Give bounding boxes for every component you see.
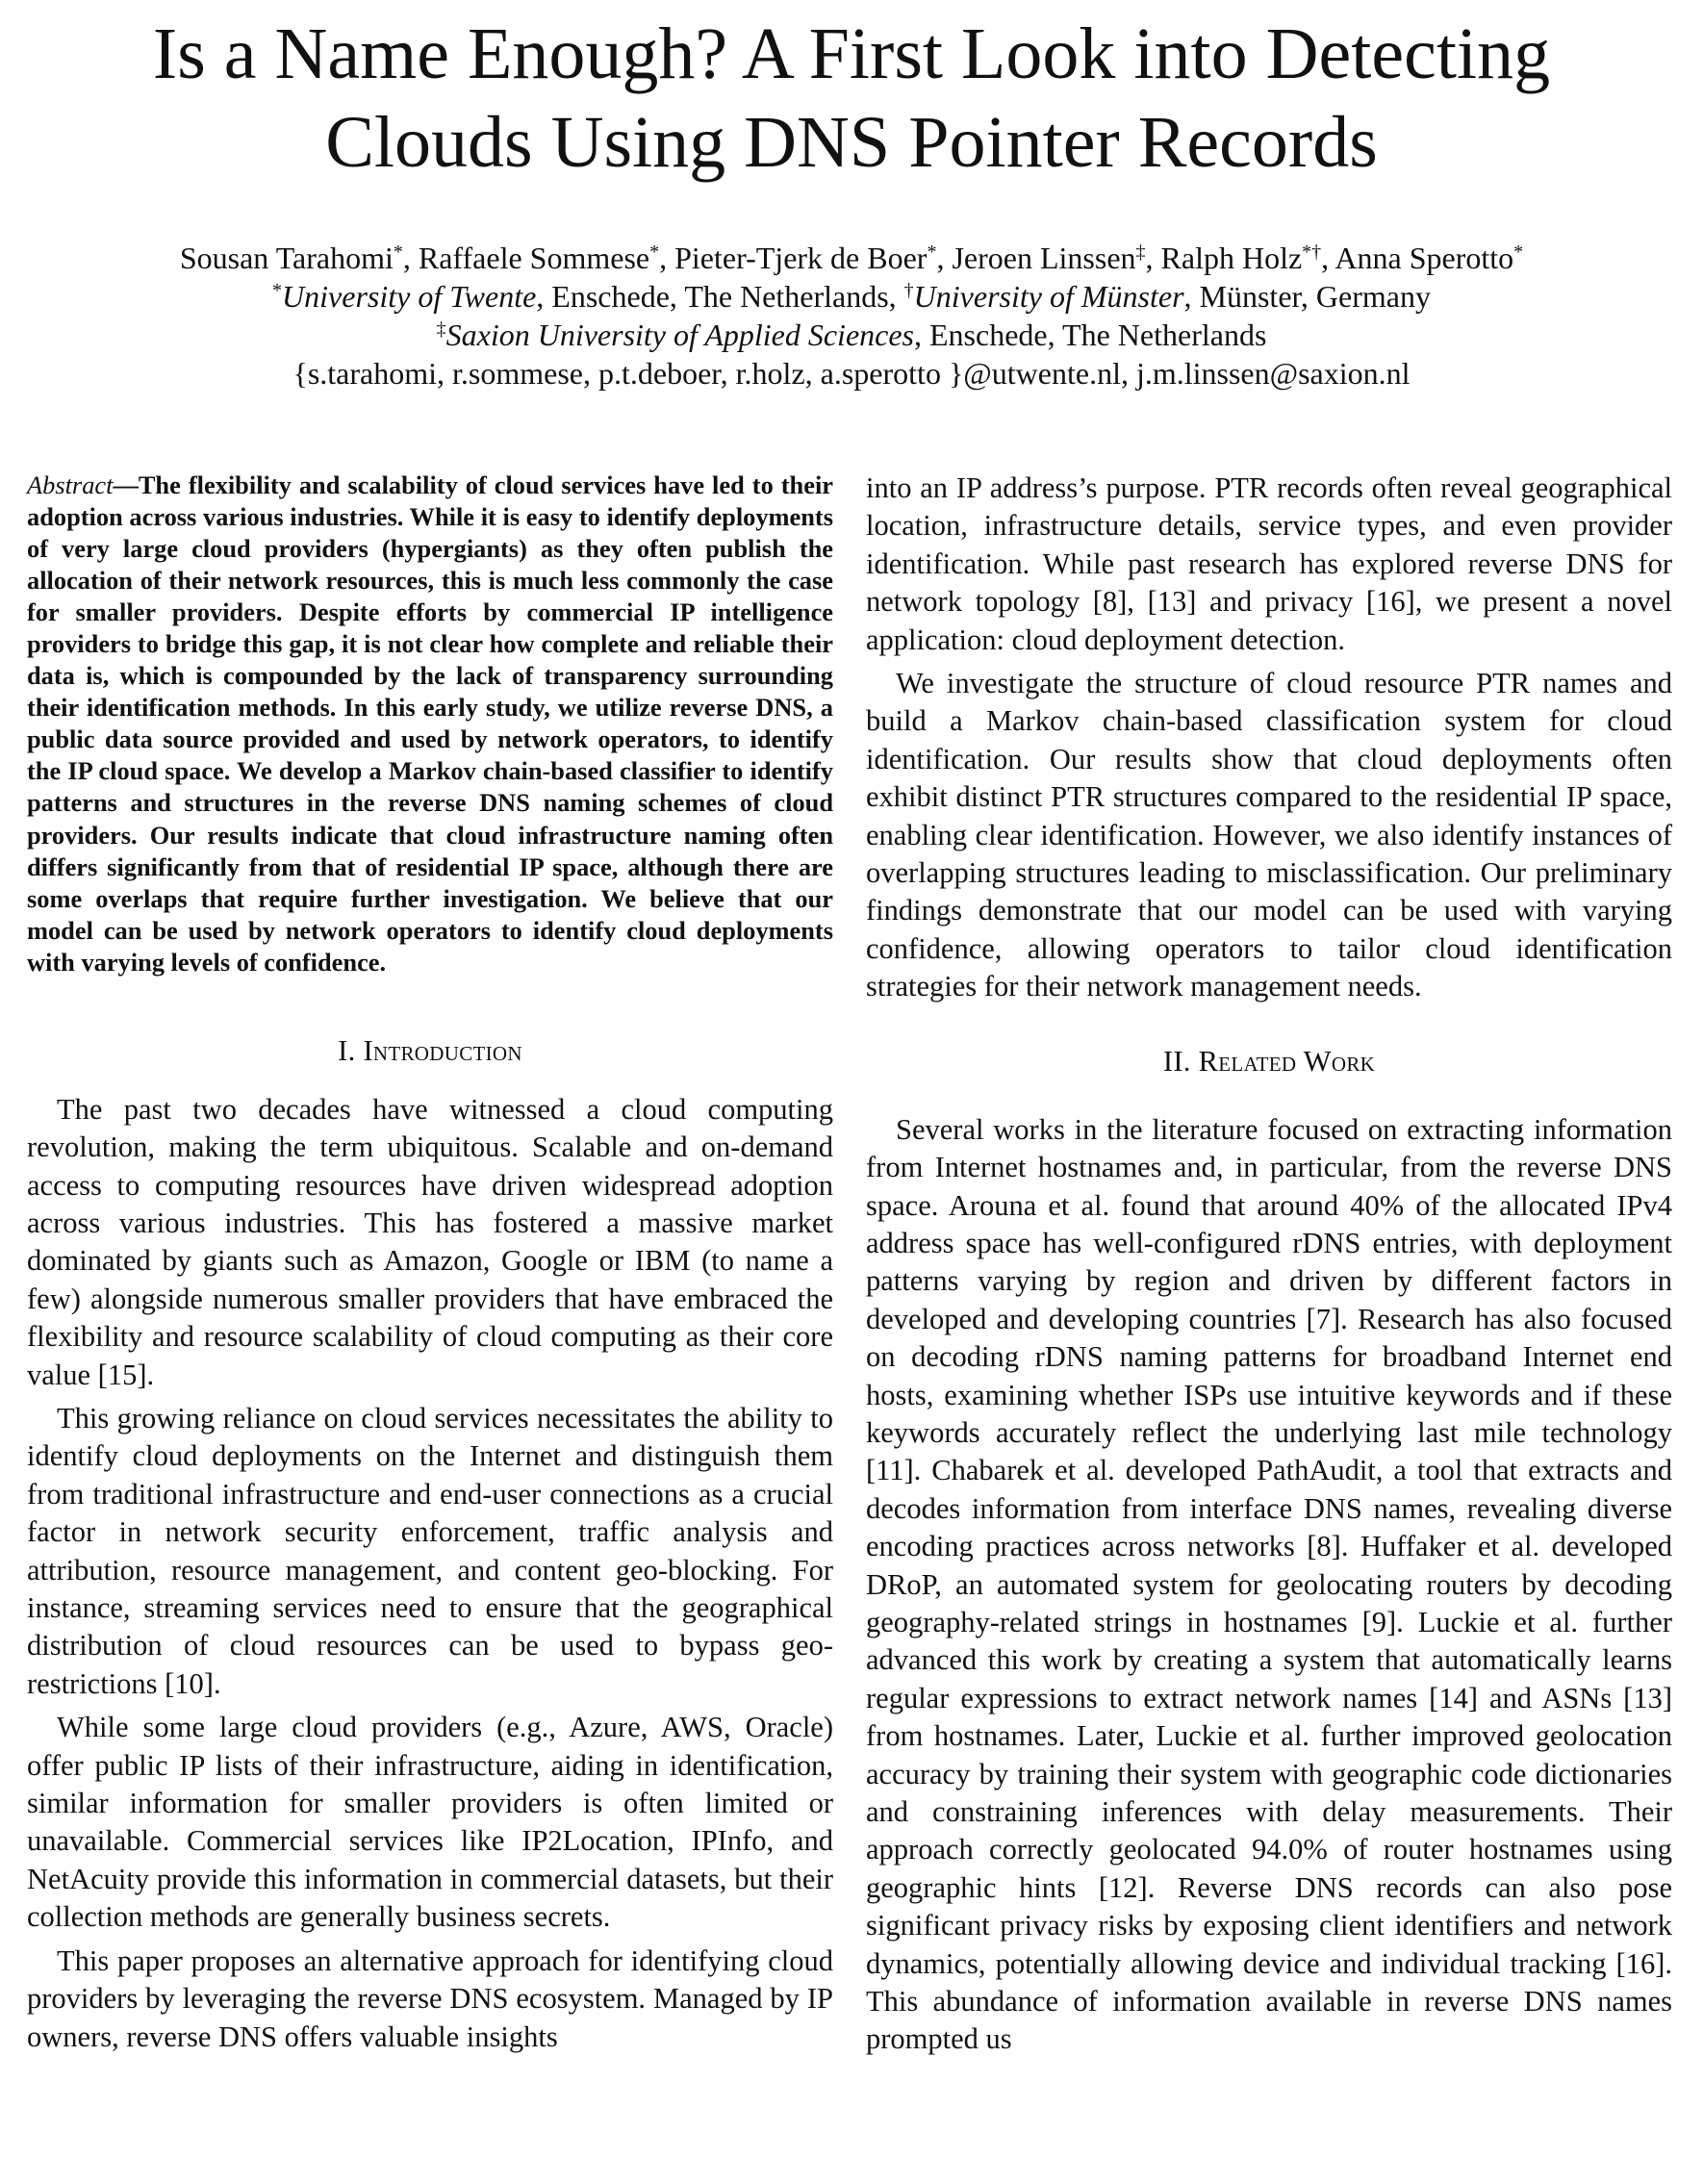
affiliation-name: University of Twente bbox=[282, 279, 537, 314]
author-names: Sousan Tarahomi*, Raffaele Sommese*, Pieter-Tjerk de Boer*, Jeroen Linssen‡, Ralph Holz*†, Anna Sperotto* bbox=[179, 241, 1524, 275]
abstract bbox=[27, 470, 833, 978]
author-name: Sousan Tarahomi bbox=[179, 241, 394, 275]
title-line-2: Clouds Using DNS Pointer Records bbox=[325, 102, 1378, 183]
author-name: Ralph Holz bbox=[1160, 241, 1303, 275]
affiliation-name: University of Münster bbox=[913, 279, 1184, 314]
author-name: Anna Sperotto bbox=[1334, 241, 1514, 275]
author-block bbox=[0, 239, 1703, 393]
abstract-label: Abstract bbox=[27, 470, 114, 499]
affiliation-name: Saxion University of Applied Sciences bbox=[445, 317, 914, 352]
author-emails: {s.tarahomi, r.sommese, p.t.deboer, r.holz, a.sperotto }@utwente.nl, j.m.linssen@saxion.nl bbox=[292, 356, 1411, 391]
related-work-paragraph: Several works in the literature focused on extracting information from Internet hostnames and, in particular, from the reverse DNS space. Arouna et al. found that around 40% of the allocated IPv4 address space has well-configured rDNS entries, with deployment patterns varying by region and driven by different factors in developed and developing countries [7]. Research has also focused on decoding rDNS naming patterns for broadband Internet end hosts, examining whether ISPs use intuitive keywords and if these keywords accurately reflect the underlying last mile technology [11]. Chabarek et al. developed PathAudit, a tool that extracts and decodes information from interface DNS names, revealing diverse encoding practices across networks [8]. Huffaker et al. developed DRoP, an automated system for geolocating routers by decoding geography-related strings in hostnames [9]. Luckie et al. further advanced this work by creating a system that automatically learns regular expressions to extract network names [14] and ASNs [13] from hostnames. Later, Luckie et al. further improved geolocation accuracy by training their system with geographic code dictionaries and constraining inferences with delay measurements. Their approach correctly geolocated 94.0% of router hostnames using geographic hints [12]. Reverse DNS records can also pose significant privacy risks by exposing client identifiers and network dynamics, potentially allowing device and individual tracking [16]. This abundance of information available in reverse DNS names prompted us bbox=[866, 1112, 1672, 2056]
author-name: Jeroen Linssen bbox=[952, 241, 1136, 275]
author-name: Raffaele Sommese bbox=[418, 241, 650, 275]
right-column bbox=[866, 470, 1672, 2059]
intro-paragraph-2: This growing reliance on cloud services necessitates the ability to identify cloud deployments on the Internet and distinguish them from traditional infrastructure and end-user connections as a crucial factor in network security enforcement, traffic analysis and attribution, resource management, and content geo-blocking. For instance, streaming services need to ensure that the geographical distribution of cloud resources can be used to bypass geo-restrictions [10]. bbox=[27, 1402, 833, 1700]
intro-paragraph-4: This paper proposes an alternative approach for identifying cloud providers by leveraging the reverse DNS ecosystem. Managed by IP owners, reverse DNS offers valuable insights bbox=[27, 1943, 833, 2053]
intro-paragraph-3: While some large cloud providers (e.g., Azure, AWS, Oracle) offer public IP lists of their infrastructure, aiding in identification, similar information for smaller providers is often limited or unavailable. Commercial services like IP2Location, IPInfo, and NetAcuity provide this information in commercial datasets, but their collection methods are generally business secrets. bbox=[27, 1711, 833, 1934]
left-column bbox=[27, 470, 833, 2056]
section-heading-introduction: I. Introduction bbox=[338, 1033, 522, 1067]
section-heading-related-work: II. Related Work bbox=[1162, 1044, 1376, 1078]
paper-title bbox=[0, 10, 1703, 187]
abstract-text: —The flexibility and scalability of cloud services have led to their adoption across various industries. While it is easy to identify deployments of very large cloud providers (hypergiants) as they often publish the allocation of their network resources, this is much less commonly the case for smaller providers. Despite efforts by commercial IP intelligence providers to bridge this gap, it is not clear how complete and reliable their data is, which is compounded by the lack of transparency surrounding their identification methods. In this early study, we utilize reverse DNS, a public data source provided and used by network operators, to identify the IP cloud space. We develop a Markov chain-based classifier to identify patterns and structures in the reverse DNS naming schemes of cloud providers. Our results indicate that cloud infrastructure naming often differs significantly from that of residential IP space, although there are some overlaps that require further investigation. We believe that our model can be used by network operators to identify cloud deployments with varying levels of confidence. bbox=[27, 470, 833, 977]
affiliation-line-2: ‡Saxion University of Applied Sciences, Enschede, The Netherlands bbox=[436, 317, 1267, 352]
affiliation-line-1: *University of Twente, Enschede, The Netherlands, †University of Münster, Münster, Germany bbox=[272, 279, 1431, 314]
author-name: Pieter-Tjerk de Boer bbox=[674, 241, 928, 275]
title-line-1: Is a Name Enough? A First Look into Detecting bbox=[152, 13, 1551, 94]
intro-paragraph-5: We investigate the structure of cloud resource PTR names and build a Markov chain-based classification system for cloud identification. Our results show that cloud deployments often exhibit distinct PTR structures compared to the residential IP space, enabling clear identification. However, we also identify instances of overlapping structures leading to misclassification. Our preliminary findings demonstrate that our model can be used with varying confidence, allowing operators to tailor cloud identification strategies for their network management needs. bbox=[866, 667, 1672, 1003]
intro-paragraph-1: The past two decades have witnessed a cloud computing revolution, making the term ubiquitous. Scalable and on-demand access to computing resources have driven widespread adoption across various industries. This has fostered a massive market dominated by giants such as Amazon, Google or IBM (to name a few) alongside numerous smaller providers that have embraced the flexibility and resource scalability of cloud computing as their core value [15]. bbox=[27, 1092, 833, 1391]
intro-continued-paragraph: into an IP address’s purpose. PTR records often reveal geographical location, infrastructure details, service types, and even provider identification. While past research has explored reverse DNS for network topology [8], [13] and privacy [16], we present a novel application: cloud deployment detection. bbox=[866, 471, 1672, 656]
